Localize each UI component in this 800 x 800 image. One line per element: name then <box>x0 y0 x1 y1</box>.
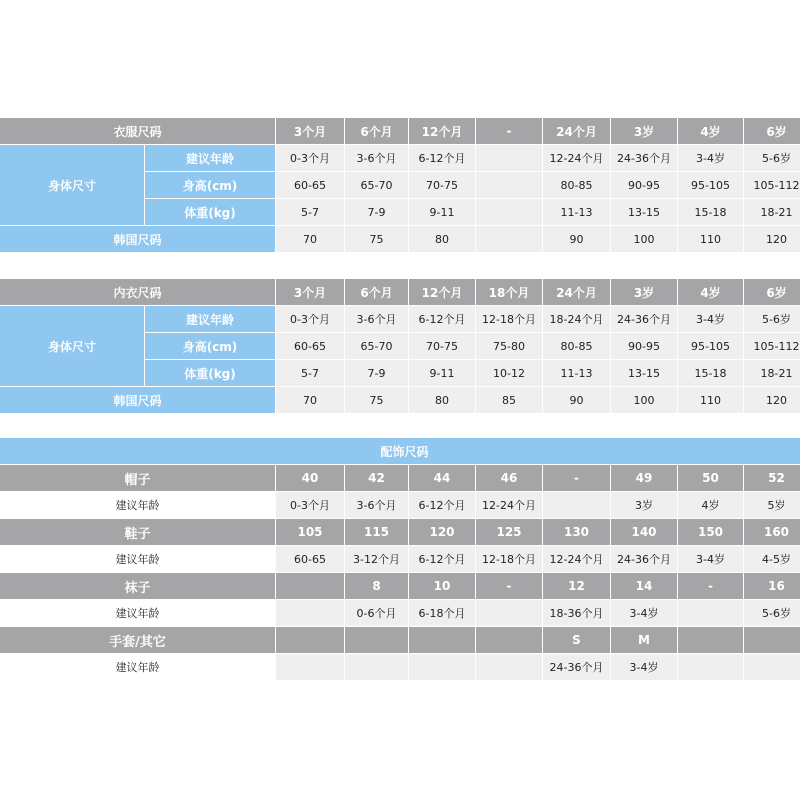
size-header: 3个月 <box>276 118 344 144</box>
table-cell: 65-70 <box>345 333 408 359</box>
table-cell: 90-95 <box>611 172 677 198</box>
accessory-age-cell: 6-12个月 <box>409 492 475 518</box>
accessory-size-cell: 40 <box>276 465 344 491</box>
table-cell: 3-6个月 <box>345 145 408 171</box>
accessory-size-cell: 105 <box>276 519 344 545</box>
accessory-size-cell: - <box>678 573 743 599</box>
size-header: 6个月 <box>345 279 408 305</box>
accessory-size-cell: 8 <box>345 573 408 599</box>
table-cell: 13-15 <box>611 199 677 225</box>
accessory-age-cell: 4-5岁 <box>744 546 800 572</box>
accessory-age-cell: 3-4岁 <box>611 600 677 626</box>
korea-size-cell: 90 <box>543 226 610 252</box>
accessory-age-cell: 6-18个月 <box>409 600 475 626</box>
size-header: 12个月 <box>409 118 475 144</box>
accessory-size-cell <box>678 627 743 653</box>
table-cell: 12-24个月 <box>543 145 610 171</box>
table-cell: 5-7 <box>276 360 344 386</box>
row-label: 体重(kg) <box>145 199 275 225</box>
accessory-age-cell <box>276 654 344 680</box>
accessory-group-name: 鞋子 <box>0 519 275 545</box>
table-cell: 60-65 <box>276 172 344 198</box>
size-header: 4岁 <box>678 279 743 305</box>
korea-size-cell: 110 <box>678 387 743 413</box>
table-cell: 0-3个月 <box>276 306 344 332</box>
accessory-age-cell: 4岁 <box>678 492 743 518</box>
size-header: 6岁 <box>744 118 800 144</box>
accessory-size-cell: S <box>543 627 610 653</box>
accessory-age-cell <box>409 654 475 680</box>
accessory-size-cell: M <box>611 627 677 653</box>
row-label: 身高(cm) <box>145 333 275 359</box>
korea-size-cell: 120 <box>744 387 800 413</box>
korea-size-cell: 70 <box>276 387 344 413</box>
body-size-label: 身体尺寸 <box>0 306 144 386</box>
size-header: 24个月 <box>543 279 610 305</box>
accessory-size-cell <box>276 627 344 653</box>
table-title: 衣服尺码 <box>0 118 275 144</box>
table-cell: 15-18 <box>678 360 743 386</box>
korea-size-cell: 75 <box>345 387 408 413</box>
table-cell: 70-75 <box>409 333 475 359</box>
korea-size-cell: 75 <box>345 226 408 252</box>
accessory-size-cell: 12 <box>543 573 610 599</box>
table-cell: 18-21 <box>744 199 800 225</box>
table-cell: 12-18个月 <box>476 306 542 332</box>
accessory-size-cell: 140 <box>611 519 677 545</box>
size-header: 3岁 <box>611 118 677 144</box>
table-cell: 95-105 <box>678 333 743 359</box>
size-header: 18个月 <box>476 279 542 305</box>
table-cell <box>476 199 542 225</box>
korea-size-cell: 80 <box>409 387 475 413</box>
table-cell: 7-9 <box>345 360 408 386</box>
table-cell: 10-12 <box>476 360 542 386</box>
accessory-age-cell: 12-18个月 <box>476 546 542 572</box>
body-size-label: 身体尺寸 <box>0 145 144 225</box>
accessory-age-cell: 3-6个月 <box>345 492 408 518</box>
korea-size-cell <box>476 226 542 252</box>
accessory-age-cell <box>476 600 542 626</box>
accessory-group-name: 帽子 <box>0 465 275 491</box>
accessory-size-cell: 14 <box>611 573 677 599</box>
accessory-size-cell: - <box>543 465 610 491</box>
table-cell: 11-13 <box>543 199 610 225</box>
korea-size-cell: 85 <box>476 387 542 413</box>
table-cell: 18-24个月 <box>543 306 610 332</box>
korea-size-label: 韩国尺码 <box>0 226 275 252</box>
table-cell <box>476 172 542 198</box>
accessory-size-cell: 115 <box>345 519 408 545</box>
accessory-age-label: 建议年龄 <box>0 492 275 518</box>
accessory-size-cell <box>409 627 475 653</box>
accessory-age-cell: 0-3个月 <box>276 492 344 518</box>
accessory-size-cell: 52 <box>744 465 800 491</box>
table-cell: 18-21 <box>744 360 800 386</box>
table-cell: 11-13 <box>543 360 610 386</box>
accessory-age-cell: 24-36个月 <box>543 654 610 680</box>
table-cell: 5-6岁 <box>744 145 800 171</box>
accessory-size-cell: - <box>476 573 542 599</box>
accessory-size-cell: 46 <box>476 465 542 491</box>
table-cell: 6-12个月 <box>409 145 475 171</box>
row-label: 身高(cm) <box>145 172 275 198</box>
size-header: 24个月 <box>543 118 610 144</box>
accessory-size-cell <box>476 627 542 653</box>
table-cell: 3-4岁 <box>678 306 743 332</box>
row-label: 体重(kg) <box>145 360 275 386</box>
table-cell: 105-112 <box>744 172 800 198</box>
korea-size-cell: 100 <box>611 226 677 252</box>
accessory-group-name: 手套/其它 <box>0 627 275 653</box>
accessory-size-cell: 42 <box>345 465 408 491</box>
accessory-size-cell: 130 <box>543 519 610 545</box>
accessory-age-cell: 5岁 <box>744 492 800 518</box>
accessory-size-cell <box>276 573 344 599</box>
accessory-age-cell: 0-6个月 <box>345 600 408 626</box>
table-cell: 13-15 <box>611 360 677 386</box>
table-cell: 3-4岁 <box>678 145 743 171</box>
accessory-age-cell: 18-36个月 <box>543 600 610 626</box>
korea-size-cell: 100 <box>611 387 677 413</box>
korea-size-cell: 70 <box>276 226 344 252</box>
accessory-size-cell <box>744 627 800 653</box>
size-header: 6岁 <box>744 279 800 305</box>
accessory-size-cell <box>345 627 408 653</box>
accessory-size-cell: 120 <box>409 519 475 545</box>
table-cell: 3-6个月 <box>345 306 408 332</box>
accessory-table-title: 配饰尺码 <box>0 438 800 464</box>
table-cell: 65-70 <box>345 172 408 198</box>
korea-size-cell: 80 <box>409 226 475 252</box>
size-header: 12个月 <box>409 279 475 305</box>
table-title: 内衣尺码 <box>0 279 275 305</box>
accessory-size-cell: 10 <box>409 573 475 599</box>
table-cell: 5-7 <box>276 199 344 225</box>
table-cell: 75-80 <box>476 333 542 359</box>
table-cell: 80-85 <box>543 333 610 359</box>
accessory-age-cell: 6-12个月 <box>409 546 475 572</box>
underwear-size-table <box>0 279 800 413</box>
accessory-age-cell <box>678 600 743 626</box>
clothing-size-table <box>0 118 800 252</box>
table-cell: 7-9 <box>345 199 408 225</box>
size-header: - <box>476 118 542 144</box>
table-cell: 105-112 <box>744 333 800 359</box>
accessory-age-cell: 12-24个月 <box>543 546 610 572</box>
accessory-group-name: 袜子 <box>0 573 275 599</box>
accessory-age-cell: 60-65 <box>276 546 344 572</box>
accessory-age-cell <box>744 654 800 680</box>
table-cell: 24-36个月 <box>611 306 677 332</box>
accessory-age-cell: 5-6岁 <box>744 600 800 626</box>
accessory-age-cell: 12-24个月 <box>476 492 542 518</box>
accessory-size-table <box>0 438 800 680</box>
accessory-age-cell <box>476 654 542 680</box>
table-cell: 9-11 <box>409 199 475 225</box>
accessory-size-cell: 49 <box>611 465 677 491</box>
accessory-age-cell: 3岁 <box>611 492 677 518</box>
size-header: 6个月 <box>345 118 408 144</box>
accessory-size-cell: 16 <box>744 573 800 599</box>
table-cell: 60-65 <box>276 333 344 359</box>
accessory-age-cell <box>345 654 408 680</box>
accessory-age-label: 建议年龄 <box>0 546 275 572</box>
korea-size-cell: 120 <box>744 226 800 252</box>
accessory-age-label: 建议年龄 <box>0 600 275 626</box>
row-label: 建议年龄 <box>145 306 275 332</box>
table-cell: 6-12个月 <box>409 306 475 332</box>
accessory-size-cell: 125 <box>476 519 542 545</box>
accessory-size-cell: 44 <box>409 465 475 491</box>
table-cell: 90-95 <box>611 333 677 359</box>
accessory-age-cell: 24-36个月 <box>611 546 677 572</box>
table-cell: 24-36个月 <box>611 145 677 171</box>
accessory-age-cell: 3-4岁 <box>678 546 743 572</box>
table-cell: 15-18 <box>678 199 743 225</box>
accessory-age-cell <box>678 654 743 680</box>
accessory-age-cell: 3-12个月 <box>345 546 408 572</box>
korea-size-label: 韩国尺码 <box>0 387 275 413</box>
row-label: 建议年龄 <box>145 145 275 171</box>
accessory-age-cell: 3-4岁 <box>611 654 677 680</box>
korea-size-cell: 110 <box>678 226 743 252</box>
size-header: 3岁 <box>611 279 677 305</box>
table-cell: 95-105 <box>678 172 743 198</box>
accessory-size-cell: 50 <box>678 465 743 491</box>
korea-size-cell: 90 <box>543 387 610 413</box>
table-cell: 0-3个月 <box>276 145 344 171</box>
accessory-age-cell <box>543 492 610 518</box>
table-cell <box>476 145 542 171</box>
accessory-size-cell: 150 <box>678 519 743 545</box>
accessory-age-label: 建议年龄 <box>0 654 275 680</box>
table-cell: 9-11 <box>409 360 475 386</box>
accessory-age-cell <box>276 600 344 626</box>
accessory-size-cell: 160 <box>744 519 800 545</box>
table-cell: 80-85 <box>543 172 610 198</box>
size-header: 4岁 <box>678 118 743 144</box>
size-header: 3个月 <box>276 279 344 305</box>
table-cell: 70-75 <box>409 172 475 198</box>
table-cell: 5-6岁 <box>744 306 800 332</box>
